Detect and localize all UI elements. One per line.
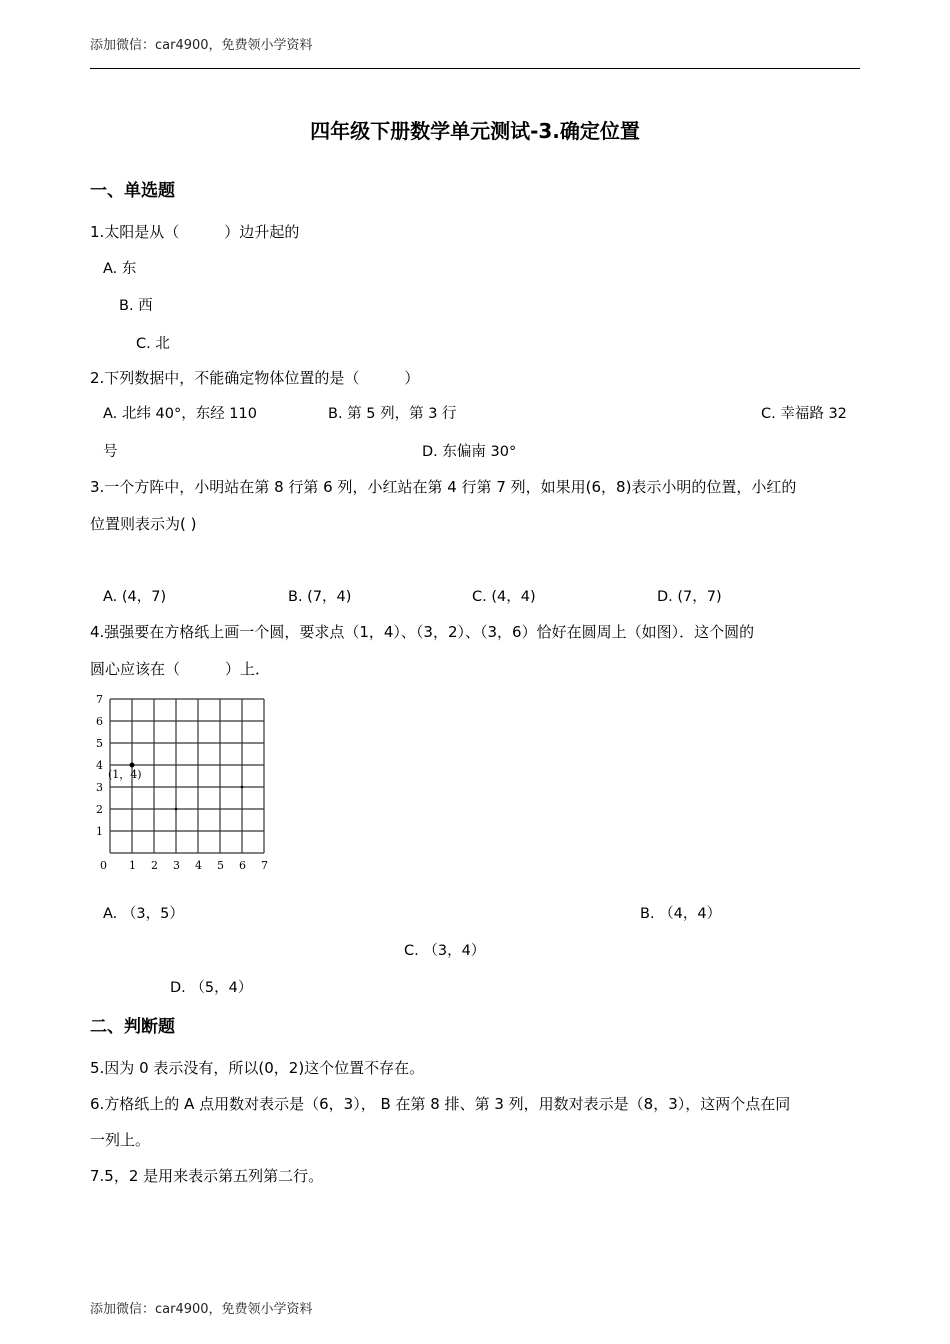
question-1: 1.太阳是从（ ）边升起的 (90, 223, 300, 241)
question-2: 2.下列数据中，不能确定物体位置的是（ ） (90, 369, 420, 387)
x-tick-label: 4 (195, 859, 202, 872)
y-tick-label: 6 (96, 715, 103, 728)
question-3-line1: 3.一个方阵中，小明站在第 8 行第 6 列，小红站在第 4 行第 7 列，如果用(6，8)表示小明的位置，小红的 (90, 478, 797, 496)
q4-option-b: B. （4，4） (640, 906, 722, 922)
q2-option-a: A. 北纬 40°，东经 110 (103, 406, 257, 422)
x-tick-label: 1 (129, 859, 136, 872)
grid-point (175, 808, 178, 811)
grid-point (241, 786, 244, 789)
q1-option-b: B. 西 (119, 298, 153, 314)
y-axis-tick-labels (96, 693, 103, 838)
q2-option-c: C. 幸福路 32 (761, 406, 847, 422)
section-judgement: 二、判断题 (90, 1017, 175, 1037)
x-tick-label: 7 (261, 859, 268, 872)
q4-option-a: A. （3，5） (103, 906, 184, 922)
grid-point (130, 763, 135, 768)
x-tick-label: 2 (151, 859, 158, 872)
question-5: 5.因为 0 表示没有，所以(0，2)这个位置不存在。 (90, 1059, 425, 1077)
point-label: (1，4) (108, 768, 142, 781)
q2-option-b: B. 第 5 列，第 3 行 (328, 406, 457, 422)
section-single-choice: 一、单选题 (90, 181, 175, 201)
x-axis-tick-labels (100, 859, 268, 872)
y-tick-label: 3 (96, 781, 103, 794)
x-tick-label: 3 (173, 859, 180, 872)
question-4-line1: 4.强强要在方格纸上画一个圆，要求点（1，4）、（3，2）、（3，6）恰好在圆周上（如图）．这个圆的 (90, 623, 755, 641)
q1-option-c: C. 北 (136, 336, 170, 352)
q2-option-c-cont: 号 (103, 444, 118, 460)
page-footer: 添加微信：car4900，免费领小学资料 (90, 1302, 313, 1317)
question-7: 7.5，2 是用来表示第五列第二行。 (90, 1167, 324, 1185)
y-tick-label: 1 (96, 825, 103, 838)
q3-option-d: D. (7，7) (657, 589, 722, 605)
q4-grid-figure (90, 688, 280, 880)
q2-option-d: D. 东偏南 30° (422, 444, 517, 460)
q3-option-a: A. (4，7) (103, 589, 167, 605)
x-tick-label: 5 (217, 859, 224, 872)
q4-option-d: D. （5，4） (170, 980, 253, 996)
header-divider (90, 68, 860, 69)
q3-option-b: B. (7，4) (288, 589, 352, 605)
x-tick-label: 6 (239, 859, 246, 872)
y-tick-label: 5 (96, 737, 103, 750)
q3-option-c: C. (4，4) (472, 589, 536, 605)
q4-option-c: C. （3，4） (404, 943, 486, 959)
y-tick-label: 4 (96, 759, 103, 772)
y-tick-label: 7 (96, 693, 103, 706)
q1-option-a: A. 东 (103, 261, 137, 277)
question-6-line1: 6.方格纸上的 A 点用数对表示是（6，3）， B 在第 8 排、第 3 列，用数对表示是（8，3），这两个点在同 (90, 1095, 791, 1113)
question-3-line2: 位置则表示为( ) (90, 515, 197, 533)
x-tick-label: 0 (100, 859, 107, 872)
y-tick-label: 2 (96, 803, 103, 816)
page-title: 四年级下册数学单元测试-3.确定位置 (310, 119, 640, 143)
question-6-line2: 一列上。 (90, 1131, 151, 1149)
question-4-line2: 圆心应该在（ ）上． (90, 660, 271, 678)
page-header: 添加微信：car4900，免费领小学资料 (90, 38, 313, 53)
